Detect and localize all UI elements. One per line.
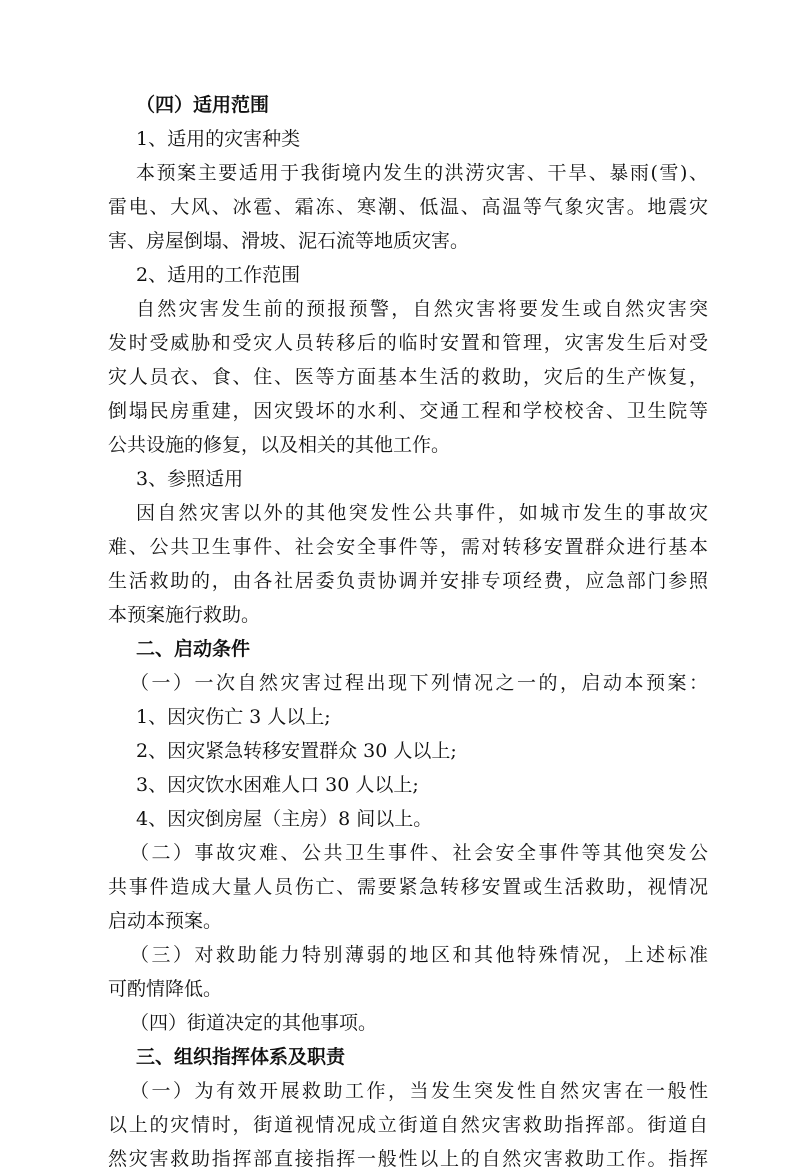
- paragraph-line: （三）对救助能力特别薄弱的地区和其他特殊情况，上述标准: [130, 944, 708, 966]
- subsection-heading: 3、参照适用: [136, 468, 244, 490]
- list-item: 3、因灾饮水困难人口 30 人以上;: [136, 774, 419, 796]
- paragraph-line: 本预案主要适用于我街境内发生的洪涝灾害、干旱、暴雨(雪)、: [136, 162, 708, 184]
- paragraph-line: 自然灾害发生前的预报预警，自然灾害将要发生或自然灾害突: [136, 298, 708, 320]
- paragraph-line: 倒塌民房重建，因灾毁坏的水利、交通工程和学校校舍、卫生院等: [108, 400, 708, 422]
- paragraph-line: 可酌情降低。: [108, 978, 223, 1000]
- paragraph-line: 灾人员衣、食、住、医等方面基本生活的救助，灾后的生产恢复，: [108, 366, 708, 388]
- list-item: 4、因灾倒房屋（主房）8 间以上。: [136, 808, 433, 830]
- subsection-heading: 1、适用的灾害种类: [136, 128, 301, 150]
- paragraph-line: （四）街道决定的其他事项。: [130, 1012, 378, 1034]
- subsection-heading: 2、适用的工作范围: [136, 264, 301, 286]
- paragraph-line: 生活救助的，由各社居委负责协调并安排专项经费，应急部门参照: [108, 570, 708, 592]
- paragraph-line: 本预案施行救助。: [108, 604, 261, 626]
- paragraph-line: 共事件造成大量人员伤亡、需要紧急转移安置或生活救助，视情况: [108, 876, 708, 898]
- list-item: 2、因灾紧急转移安置群众 30 人以上;: [136, 740, 457, 762]
- paragraph-line: 雷电、大风、冰雹、霜冻、寒潮、低温、高温等气象灾害。地震灾: [108, 196, 708, 218]
- paragraph-line: （一）为有效开展救助工作，当发生突发性自然灾害在一般性: [130, 1080, 708, 1102]
- section-heading: 三、组织指挥体系及职责: [136, 1046, 346, 1068]
- paragraph-line: （一）一次自然灾害过程出现下列情况之一的，启动本预案：: [130, 672, 708, 694]
- paragraph-line: 难、公共卫生事件、社会安全事件等，需对转移安置群众进行基本: [108, 536, 708, 558]
- paragraph-line: （二）事故灾难、公共卫生事件、社会安全事件等其他突发公: [130, 842, 708, 864]
- paragraph-line: 启动本预案。: [108, 910, 223, 932]
- paragraph-line: 然灾害救助指挥部直接指挥一般性以上的自然灾害救助工作。指挥: [108, 1148, 708, 1170]
- paragraph-line: 以上的灾情时，街道视情况成立街道自然灾害救助指挥部。街道自: [108, 1114, 708, 1136]
- paragraph-line: 害、房屋倒塌、滑坡、泥石流等地质灾害。: [108, 230, 470, 252]
- paragraph-line: 发时受威胁和受灾人员转移后的临时安置和管理，灾害发生后对受: [108, 332, 708, 354]
- paragraph-line: 因自然灾害以外的其他突发性公共事件，如城市发生的事故灾: [136, 502, 708, 524]
- section-heading: （四）适用范围: [136, 94, 270, 116]
- list-item: 1、因灾伤亡 3 人以上;: [136, 706, 331, 728]
- document-body: [108, 88, 708, 1176]
- section-heading: 二、启动条件: [136, 638, 251, 660]
- paragraph-line: 公共设施的修复，以及相关的其他工作。: [108, 434, 451, 456]
